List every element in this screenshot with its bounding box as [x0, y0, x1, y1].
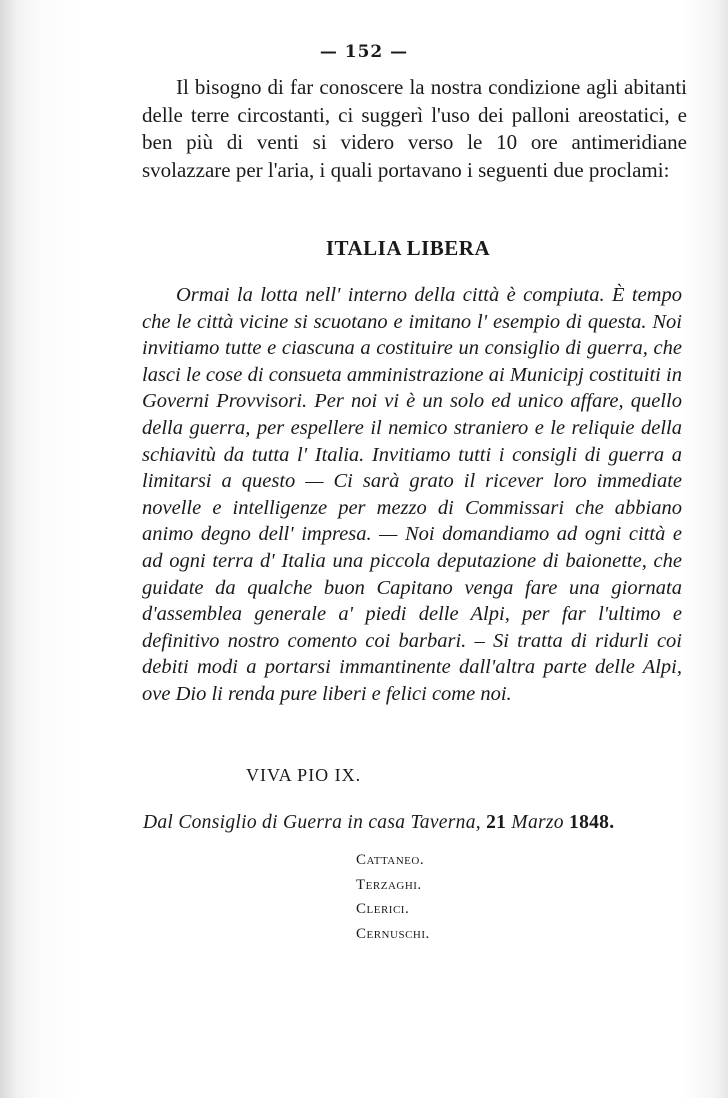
- dateline-month: Marzo: [511, 812, 564, 833]
- page-number: — 152 —: [319, 42, 409, 62]
- dateline-year: 1848.: [569, 812, 615, 833]
- proclamation-body: [142, 282, 682, 708]
- dateline-prefix: Dal Consiglio di Guerra in casa Taverna,: [143, 812, 481, 833]
- signatories-list: [356, 848, 430, 946]
- proclamation-title: ITALIA LIBERA: [325, 236, 491, 260]
- intro-paragraph: [142, 74, 687, 184]
- dateline-day: 21: [486, 812, 507, 833]
- signatory: Cernuschi.: [356, 925, 430, 942]
- signatory: Cattaneo.: [356, 852, 425, 868]
- proclamation-text: Ormai la lotta nell' interno della città è compiuta. È tempo che le città vicine si scuotano e imitano l' esempio di questa. Noi invitiamo tutte e ciascuna a costituire un consiglio di guerra, che lasci le cose di consueta amministrazione ai Municipj costituiti in Governi Provvisori. Per noi vi è un solo ed unico affare, quello della guerra, per espellere il nemico straniero e le reliquie della schiavitù da tutta l' Italia. Invitiamo tutti i consigli di guerra a limitarsi a questo — Ci sarà grato il ricever loro immediate novelle e intelligenze per mezzo di Commissari che abbiano animo degno dell' impresa. — Noi domandiamo ad ogni città e ad ogni terra d' Italia una piccola deputazione di baionette, che guidate da qualche buon Capitano venga fare una giornata d'assemblea generale a' piedi delle Alpi, per far l'ultimo e definitivo nostro comento coi barbari. – Si tratta di ridurli coi debiti modi a portarsi immantinente dall'altra parte delle Alpi, ove Dio li renda pure liberi e felici come noi.: [142, 284, 682, 705]
- dateline: [143, 812, 691, 834]
- proclamation-closing: VIVA PIO IX.: [246, 765, 362, 785]
- intro-text: Il bisogno di far conoscere la nostra condizione agli abitanti delle terre circostanti, ci suggerì l'uso dei palloni areostatici, e ben più di venti si videro verso le 10 ore antimeridiane svolazzare per l'aria, i quali portavano i seguenti due proclami:: [142, 75, 687, 182]
- signatory: Terzaghi.: [356, 876, 422, 893]
- signatory: Clerici.: [356, 901, 410, 917]
